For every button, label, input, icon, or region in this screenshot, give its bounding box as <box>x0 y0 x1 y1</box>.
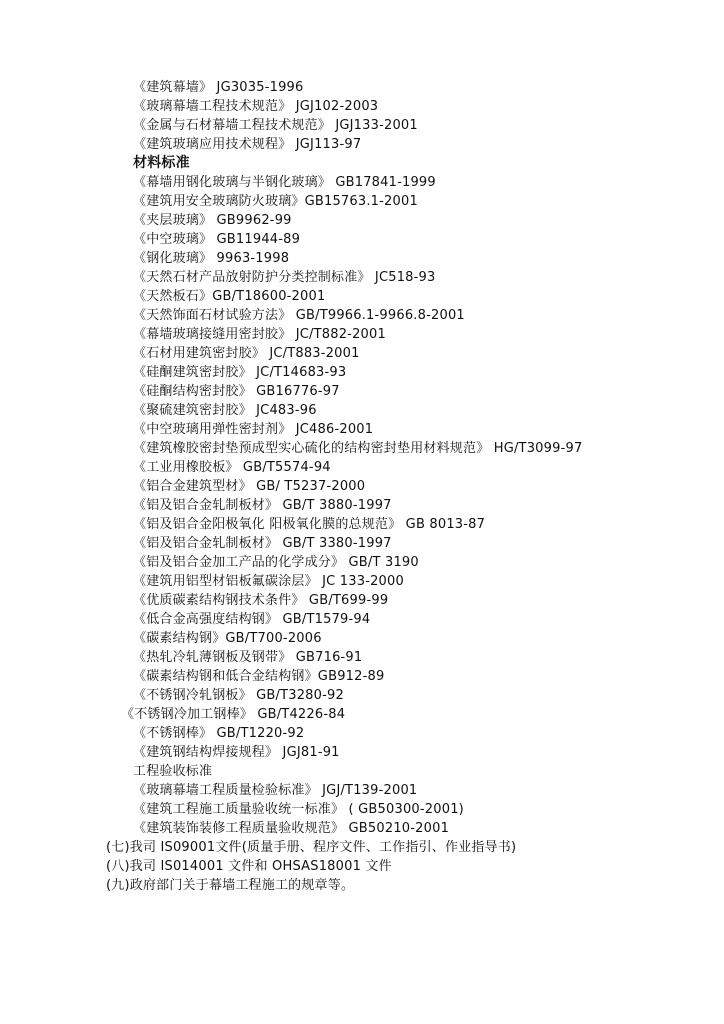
standard-line: 《碳素结构钢和低合金结构钢》GB912-89 <box>133 669 385 684</box>
standard-line: 《聚硫建筑密封胶》 JC483-96 <box>133 403 317 418</box>
standard-line: 《碳素结构钢》GB/T700-2006 <box>133 631 322 646</box>
standard-line: 《铝及铝合金轧制板材》 GB/T 3380-1997 <box>133 536 392 551</box>
standard-line: 《中空玻璃用弹性密封剂》 JC486-2001 <box>133 422 374 437</box>
standard-line: 《建筑装饰装修工程质量验收规范》 GB50210-2001 <box>133 821 450 836</box>
standard-line: 《夹层玻璃》 GB9962-99 <box>133 213 292 228</box>
standard-line: 《铝及铝合金阳极氧化 阳极氧化膜的总规范》 GB 8013-87 <box>133 517 486 532</box>
standard-line: 《钢化玻璃》 9963-1998 <box>133 251 290 266</box>
standard-line: 《建筑工程施工质量验收统一标准》 ( GB50300-2001) <box>133 802 464 817</box>
standard-line: 《铝及铝合金轧制板材》 GB/T 3880-1997 <box>133 498 392 513</box>
standard-line: 《中空玻璃》 GB11944-89 <box>133 232 301 247</box>
standard-line: 《优质碳素结构钢技术条件》 GB/T699-99 <box>133 593 389 608</box>
standard-line: 《建筑玻璃应用技术规程》 JGJ113-97 <box>133 137 362 152</box>
standard-line: 《低合金高强度结构钢》 GB/T1579-94 <box>133 612 371 627</box>
standard-line: 《天然石材产品放射防护分类控制标准》 JC518-93 <box>133 270 436 285</box>
standard-line: 《天然板石》GB/T18600-2001 <box>133 289 326 304</box>
standard-line: 《不锈钢棒》 GB/T1220-92 <box>133 726 305 741</box>
standard-line: 《玻璃幕墙工程质量检验标准》 JGJ/T139-2001 <box>133 783 418 798</box>
section-heading: 材料标准 <box>133 155 190 171</box>
standard-line: 《建筑用安全玻璃防火玻璃》GB15763.1-2001 <box>133 194 418 209</box>
standard-line: 《建筑幕墙》 JG3035-1996 <box>133 80 304 95</box>
standard-line: 《工业用橡胶板》 GB/T5574-94 <box>133 460 331 475</box>
standard-line: 《建筑钢结构焊接规程》 JGJ81-91 <box>133 745 340 760</box>
standard-line: 《幕墙用钢化玻璃与半钢化玻璃》 GB17841-1999 <box>133 175 436 190</box>
standard-line: 《不锈钢冷轧钢板》 GB/T3280-92 <box>133 688 344 703</box>
standard-line: 《天然饰面石材试验方法》 GB/T9966.1-9966.8-2001 <box>133 308 465 323</box>
standard-line: 《金属与石材幕墙工程技术规范》 JGJ133-2001 <box>133 118 418 133</box>
standard-line: 《建筑橡胶密封垫预成型实心硫化的结构密封垫用材料规范》 HG/T3099-97 <box>133 441 583 456</box>
standard-line: 《硅酮建筑密封胶》 JC/T14683-93 <box>133 365 347 380</box>
list-item: (九)政府部门关于幕墙工程施工的规章等。 <box>106 878 355 893</box>
list-item: (八)我司 IS014001 文件和 OHSAS18001 文件 <box>106 859 392 874</box>
standard-line: 《铝合金建筑型材》 GB/ T5237-2000 <box>133 479 366 494</box>
standard-line: 《不锈钢冷加工钢棒》 GB/T4226-84 <box>121 707 346 722</box>
standard-line: 《建筑用铝型材铝板氟碳涂层》 JC 133-2000 <box>133 574 404 589</box>
standard-line: 《硅酮结构密封胶》 GB16776-97 <box>133 384 340 399</box>
standard-line: 《热轧冷轧薄钢板及钢带》 GB716-91 <box>133 650 363 665</box>
standard-line: 《铝及铝合金加工产品的化学成分》 GB/T 3190 <box>133 555 419 570</box>
section-heading: 工程验收标准 <box>133 764 213 779</box>
standard-line: 《玻璃幕墙工程技术规范》 JGJ102-2003 <box>133 99 379 114</box>
standard-line: 《石材用建筑密封胶》 JC/T883-2001 <box>133 346 360 361</box>
standard-line: 《幕墙玻璃接缝用密封胶》 JC/T882-2001 <box>133 327 386 342</box>
list-item: (七)我司 IS09001文件(质量手册、程序文件、工作指引、作业指导书) <box>106 840 517 855</box>
